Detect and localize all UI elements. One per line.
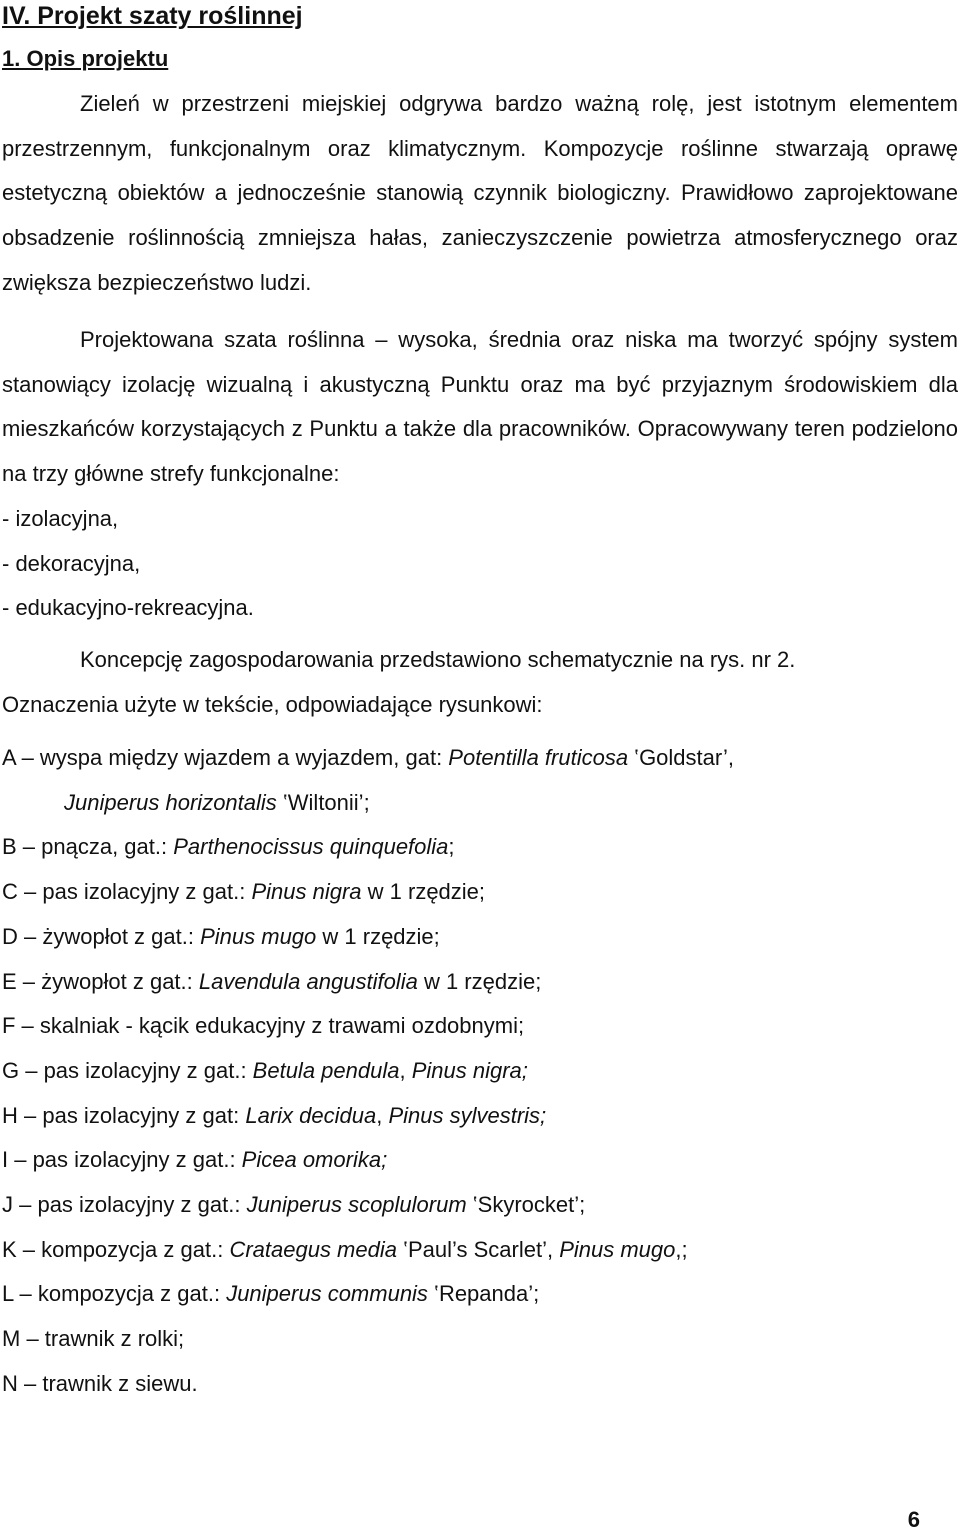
legend-list	[2, 736, 734, 1407]
zones-list	[2, 497, 254, 631]
species-name: Juniperus communis	[226, 1281, 428, 1307]
legend-text: w 1 rzędzie;	[417, 968, 542, 994]
legend-text: D – żywopłot z gat.:	[2, 923, 201, 949]
legend-item-l	[2, 1272, 734, 1317]
species-name: Pinus mugo	[559, 1236, 676, 1262]
list-item: - edukacyjno-rekreacyjna.	[2, 595, 254, 621]
species-name: Potentilla fruticosa	[448, 745, 629, 770]
species-name: Betula pendula	[252, 1057, 400, 1083]
legend-text: H – pas izolacyjny z gat:	[2, 1102, 246, 1128]
legend-item-g	[2, 1049, 734, 1094]
legend-text: ‛Repanda’;	[427, 1281, 540, 1307]
species-name: Pinus mugo	[200, 923, 317, 949]
species-name: Crataegus media	[229, 1236, 397, 1262]
species-name: Larix decidua	[245, 1102, 377, 1128]
legend-text: G – pas izolacyjny z gat.:	[2, 1057, 253, 1083]
legend-item-a	[2, 736, 734, 781]
legend-item-m: M – trawnik z rolki;	[2, 1326, 185, 1352]
legend-text: ‛Skyrocket’;	[466, 1192, 586, 1218]
species-name: Lavendula angustifolia	[198, 968, 418, 994]
legend-item-b	[2, 825, 734, 870]
species-name: Parthenocissus quinquefolia	[173, 834, 449, 860]
legend-text: A – wyspa między wjazdem a wyjazdem, gat:	[2, 745, 449, 770]
legend-item-c	[2, 870, 734, 915]
species-name: Pinus nigra	[251, 879, 362, 905]
page-number: 6	[907, 1507, 920, 1532]
legend-text: K – kompozycja z gat.:	[2, 1236, 230, 1262]
species-name: Juniperus horizontalis	[64, 789, 277, 815]
legend-text: ,	[376, 1102, 389, 1128]
concept-note: Koncepcję zagospodarowania przedstawiono schematycznie na rys. nr 2.	[80, 647, 796, 672]
legend-item-n: N – trawnik z siewu.	[2, 1370, 198, 1396]
legend-text: J – pas izolacyjny z gat.:	[2, 1192, 247, 1218]
legend-text: w 1 rzędzie;	[316, 923, 440, 949]
paragraph-intro: Zieleń w przestrzeni miejskiej odgrywa bardzo ważną rolę, jest istotnym elementem przestrzennym, funkcjonalnym oraz klimatycznym. Kompozycje roślinne stwarzają oprawę estetyczną obiektów a jednocześnie stanowią czynnik biologiczny. Prawidłowo zaprojektowane obsadzenie roślinnością zmniejsza hałas, zanieczyszczenie powietrza atmosferycznego oraz zwiększa bezpieczeństwo ludzi.	[2, 91, 958, 295]
species-name: Juniperus scoplulorum	[246, 1192, 467, 1218]
legend-text: ‛Paul’s Scarlet’,	[396, 1236, 560, 1262]
legend-text: ,	[399, 1057, 412, 1083]
species-name: Pinus nigra;	[411, 1057, 528, 1083]
legend-text: ‛Goldstar’,	[628, 745, 735, 770]
legend-item-e	[2, 960, 734, 1005]
list-item: - dekoracyjna,	[2, 550, 141, 576]
legend-item-i	[2, 1138, 734, 1183]
legend-text: I – pas izolacyjny z gat.:	[2, 1147, 242, 1173]
legend-item-f: F – skalniak - kącik edukacyjny z trawami ozdobnymi;	[2, 1013, 525, 1039]
legend-item-h	[2, 1094, 734, 1139]
legend-text: ;	[448, 834, 455, 860]
legend-item-a-continued	[2, 781, 734, 826]
legend-item-k	[2, 1228, 734, 1273]
species-name: Picea omorika;	[241, 1147, 388, 1173]
paragraph-vegetation: Projektowana szata roślinna – wysoka, średnia oraz niska ma tworzyć spójny system stanowiący izolację wizualną i akustyczną Punktu oraz ma być przyjaznym środowiskiem dla mieszkańców korzystających z Punktu a także dla pracowników. Opracowywany teren podzielono na trzy główne strefy funkcjonalne:	[2, 327, 958, 487]
legend-text: w 1 rzędzie;	[361, 879, 486, 905]
legend-text: C – pas izolacyjny z gat.:	[2, 879, 252, 905]
list-item: - izolacyjna,	[2, 506, 119, 531]
legend-item-d	[2, 915, 734, 960]
legend-text: ‛Wiltonii’;	[276, 789, 370, 815]
legend-text: E – żywopłot z gat.:	[2, 968, 199, 994]
section-heading: IV. Projekt szaty roślinnej	[2, 2, 303, 30]
legend-text: B – pnącza, gat.:	[2, 834, 174, 860]
legend-text: L – kompozycja z gat.:	[2, 1281, 227, 1307]
legend-intro: Oznaczenia użyte w tekście, odpowiadające rysunkowi:	[2, 692, 543, 717]
species-name: Pinus sylvestris;	[388, 1102, 547, 1128]
subsection-heading: 1. Opis projektu	[2, 46, 169, 71]
legend-item-j	[2, 1183, 734, 1228]
legend-text: ,;	[675, 1236, 688, 1262]
